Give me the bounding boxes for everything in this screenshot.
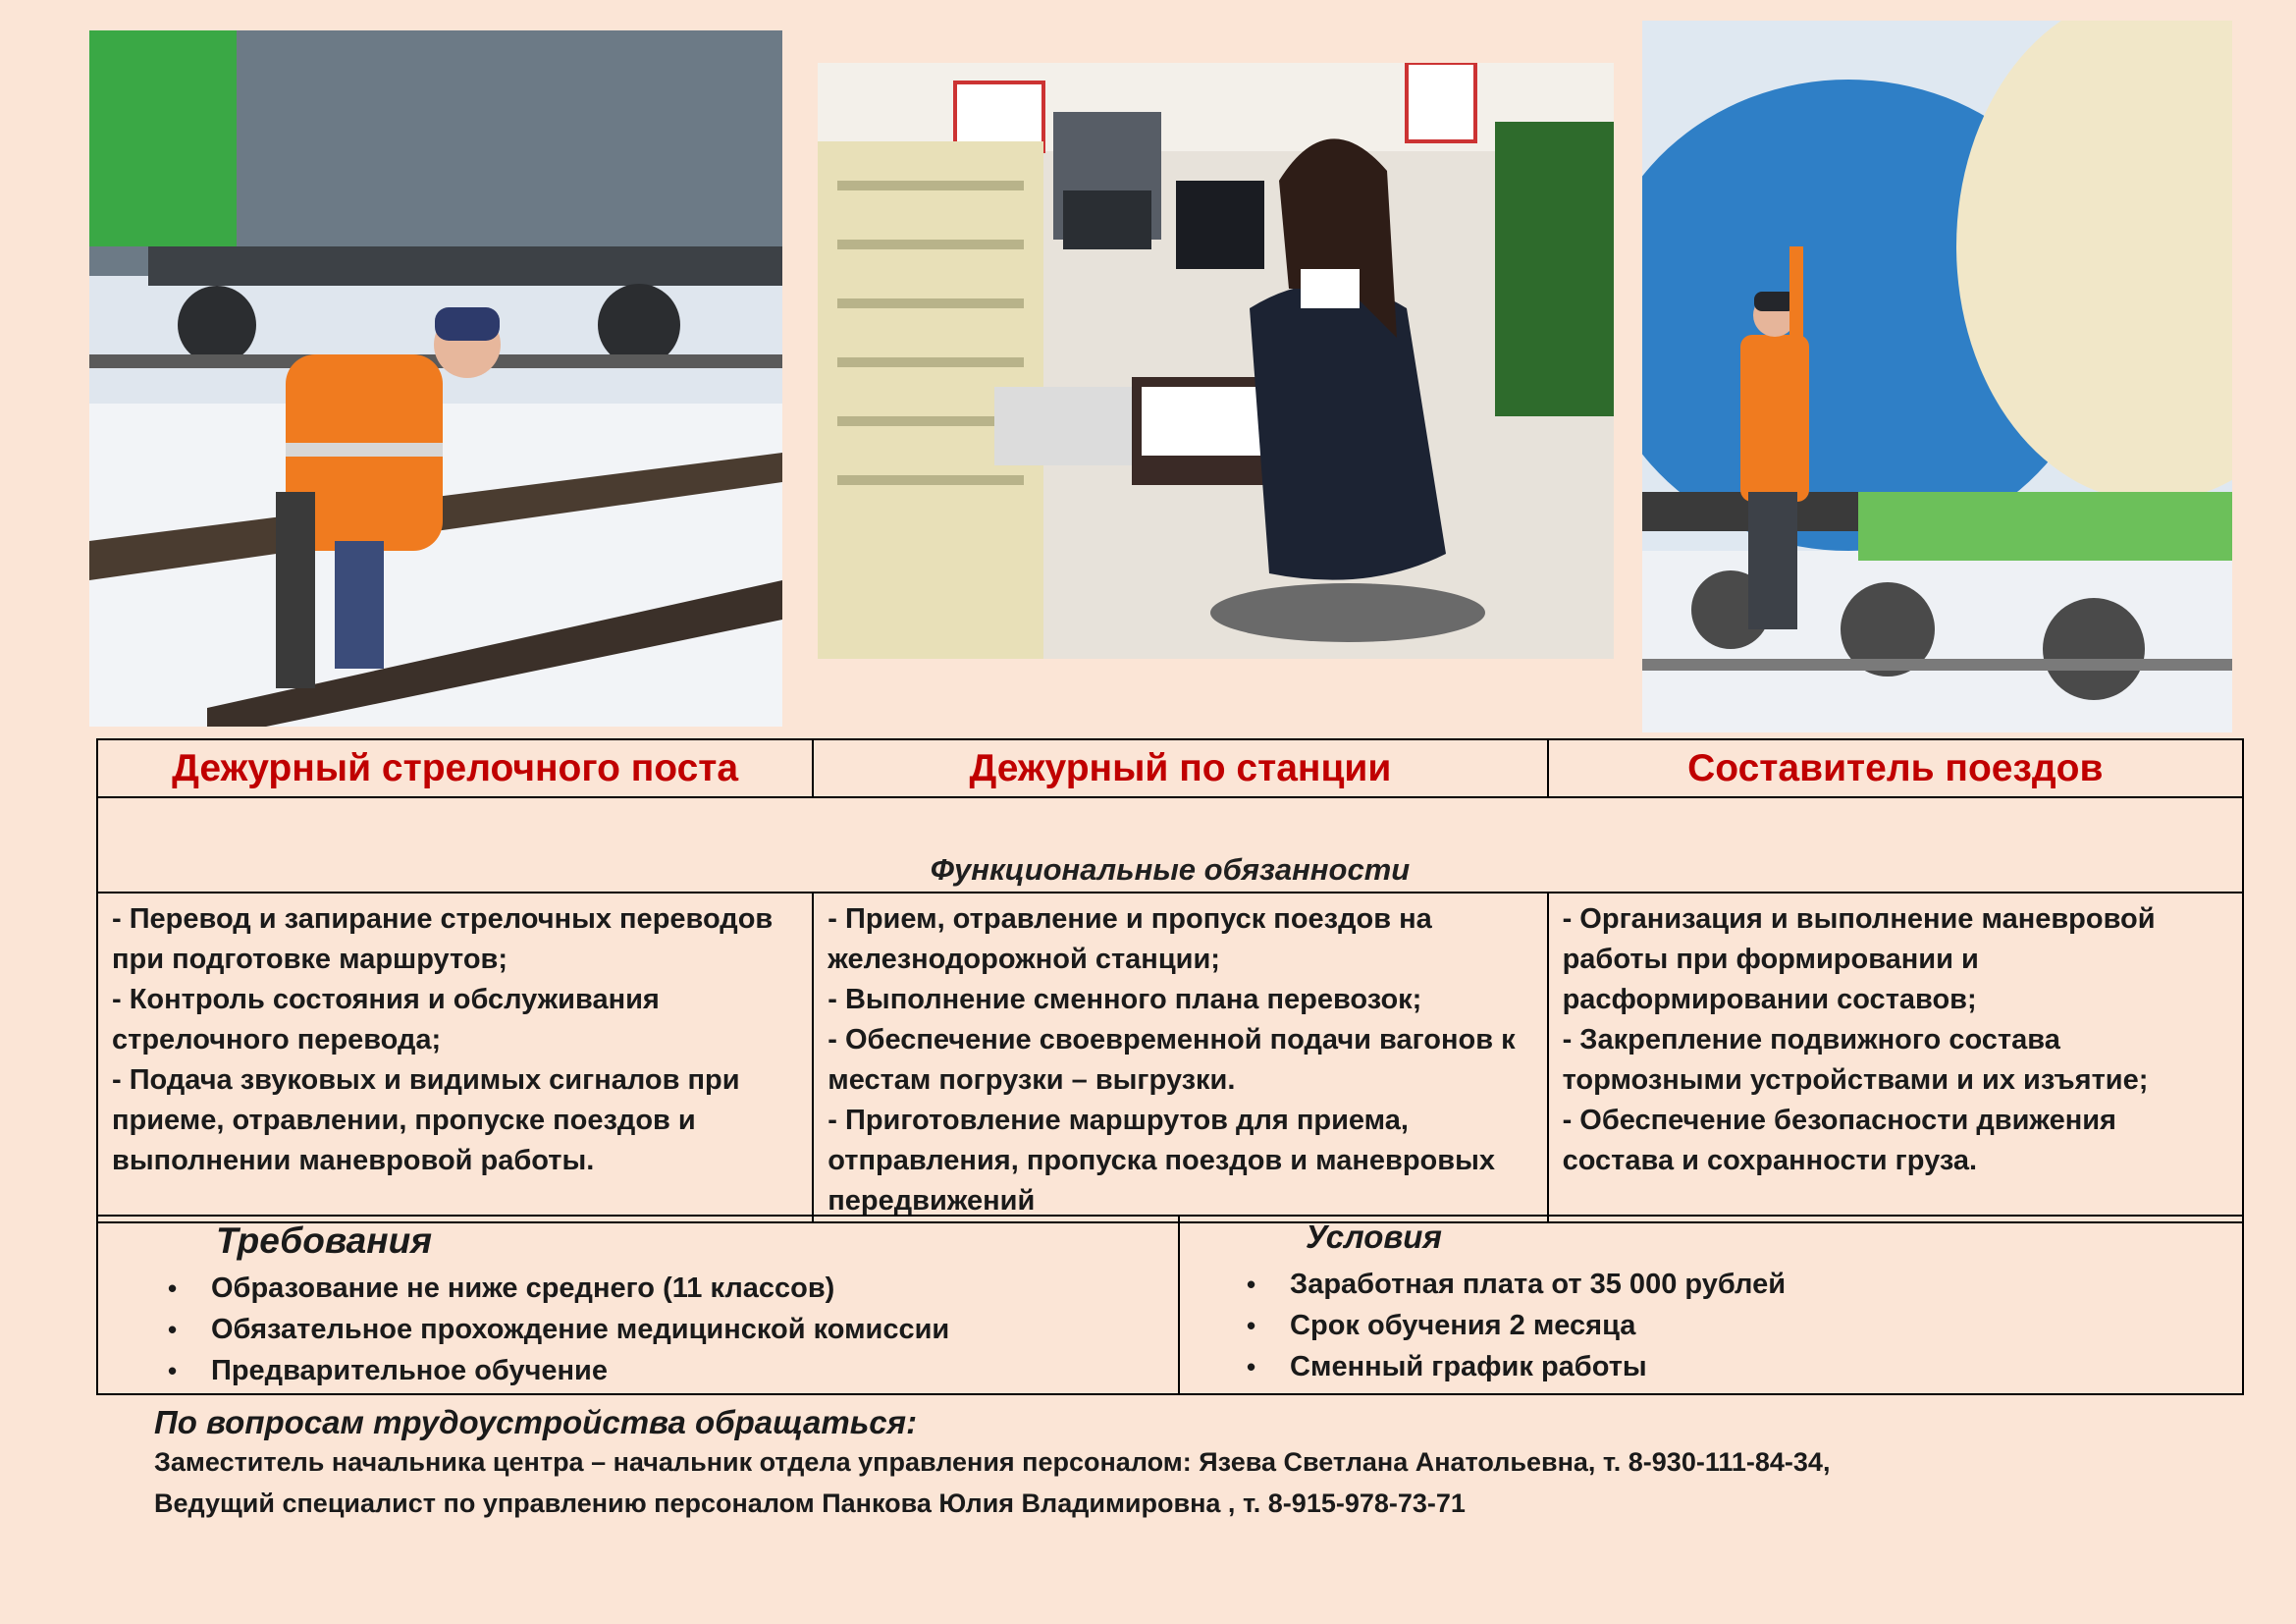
header-switch-post: Дежурный стрелочного поста — [97, 739, 813, 797]
functional-duties-row — [97, 797, 2243, 893]
duty-line: - Контроль состояния и обслуживания — [112, 984, 660, 1015]
duty-line: тормозными устройствами и их изъятие; — [1562, 1064, 2149, 1096]
duty-line: местам погрузки – выгрузки. — [828, 1064, 1236, 1096]
requirement-item: • Образование не ниже среднего (11 классов) — [211, 1268, 1178, 1309]
duty-line: при подготовке маршрутов; — [112, 944, 508, 975]
requirements-conditions-table — [96, 1215, 2244, 1395]
duty-line: - Подача звуковых и видимых сигналов при — [112, 1064, 740, 1096]
duty-line: - Обеспечение своевременной подачи вагонов к — [828, 1024, 1516, 1056]
condition-item: • Сменный график работы — [1290, 1346, 2242, 1387]
photo-station-duty-officer — [818, 63, 1614, 659]
conditions-cell — [1179, 1216, 2243, 1394]
photo-switch-post-worker — [89, 30, 782, 727]
duty-line: железнодорожной станции; — [828, 944, 1220, 975]
bullet-icon: • — [168, 1356, 178, 1385]
bullet-icon: • — [1247, 1270, 1256, 1299]
duty-line: - Выполнение сменного плана перевозок; — [828, 984, 1422, 1015]
bullet-icon: • — [168, 1273, 178, 1303]
header-train-compiler: Составитель поездов — [1548, 739, 2243, 797]
condition-item: • Срок обучения 2 месяца — [1290, 1305, 2242, 1346]
bullet-icon: • — [168, 1315, 178, 1344]
duty-line: состава и сохранности груза. — [1562, 1145, 1978, 1176]
duties-switch-post — [97, 893, 813, 1222]
duties-table — [96, 738, 2244, 1223]
duty-line: - Обеспечение безопасности движения — [1562, 1105, 2116, 1136]
duty-line: передвижений — [828, 1185, 1036, 1217]
conditions-title: Условия — [1306, 1218, 1442, 1255]
duty-line: отправления, пропуска поездов и маневровых — [828, 1145, 1495, 1176]
duty-line: - Приготовление маршрутов для приема, — [828, 1105, 1409, 1136]
photo-train-compiler — [1642, 21, 2232, 732]
duty-line: работы при формировании и — [1562, 944, 1979, 975]
duties-train-compiler — [1548, 893, 2243, 1222]
bullet-icon: • — [1247, 1352, 1256, 1381]
condition-item: • Заработная плата от 35 000 рублей — [1290, 1264, 2242, 1305]
conditions-list — [1180, 1264, 2242, 1387]
duty-line: - Прием, отравление и пропуск поездов на — [828, 903, 1432, 935]
contact-line-1: Заместитель начальника центра – начальник отдела управления персоналом: Язева Светлана Анатольевна, т. 8-930-111-84-34, — [154, 1447, 1831, 1477]
bullet-icon: • — [1247, 1311, 1256, 1340]
contact-line-2: Ведущий специалист по управлению персоналом Панкова Юлия Владимировна , т. 8-915-978-73-71 — [154, 1489, 1466, 1518]
functional-duties-title: Функциональные обязанности — [930, 852, 1411, 887]
duties-station-officer — [813, 893, 1547, 1222]
requirements-cell — [97, 1216, 1179, 1394]
requirements-list — [98, 1268, 1178, 1391]
duty-line: - Закрепление подвижного состава — [1562, 1024, 2060, 1056]
duty-line: - Перевод и запирание стрелочных переводов — [112, 903, 774, 935]
requirements-title: Требования — [216, 1220, 432, 1261]
requirement-item: • Предварительное обучение — [211, 1350, 1178, 1391]
requirement-item: • Обязательное прохождение медицинской комиссии — [211, 1309, 1178, 1350]
duty-line: выполнении маневровой работы. — [112, 1145, 595, 1176]
duty-line: расформировании составов; — [1562, 984, 1977, 1015]
duty-line: стрелочного перевода; — [112, 1024, 442, 1056]
contacts-heading: По вопросам трудоустройства обращаться: — [154, 1404, 918, 1440]
duty-line: - Организация и выполнение маневровой — [1562, 903, 2156, 935]
header-station-officer: Дежурный по станции — [813, 739, 1547, 797]
duty-line: приеме, отравлении, пропуске поездов и — [112, 1105, 696, 1136]
